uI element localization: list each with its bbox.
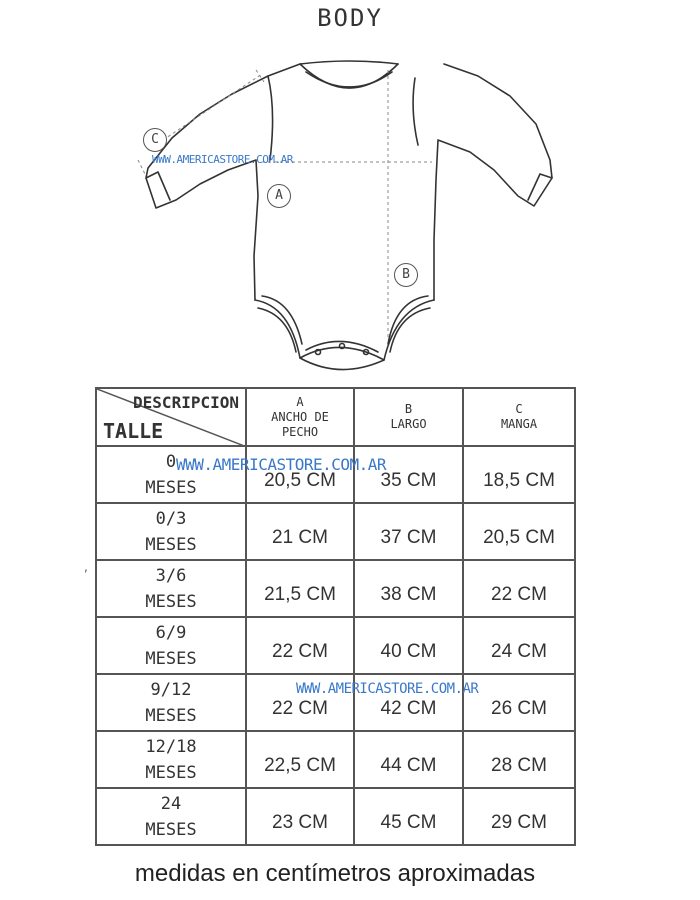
length-cell: 44 CM xyxy=(354,731,463,788)
size-cell xyxy=(96,560,246,617)
length-cell: 38 CM xyxy=(354,560,463,617)
size-value: 9/12 xyxy=(150,679,192,700)
callout-b-marker: B xyxy=(394,263,418,287)
size-unit: MESES xyxy=(145,591,197,612)
chest-width-cell: 22 CM xyxy=(246,617,354,674)
size-unit: MESES xyxy=(145,477,197,498)
size-unit: MESES xyxy=(145,534,197,555)
sleeve-cell: 22 CM xyxy=(463,560,575,617)
length-cell: 45 CM xyxy=(354,788,463,845)
table-corner-cell xyxy=(96,388,246,446)
sleeve-cell: 26 CM xyxy=(463,674,575,731)
sleeve-cell: 18,5 CM xyxy=(463,446,575,503)
page-title: BODY xyxy=(317,4,383,32)
column-header-a xyxy=(246,388,354,446)
size-value: 24 xyxy=(160,793,182,814)
size-cell xyxy=(96,731,246,788)
chest-width-cell: 20,5 CM xyxy=(246,446,354,503)
size-unit: MESES xyxy=(145,705,197,726)
size-unit: MESES xyxy=(145,819,197,840)
sleeve-cell: 29 CM xyxy=(463,788,575,845)
size-cell xyxy=(96,617,246,674)
table-row xyxy=(96,731,575,788)
column-name-line2: PECHO xyxy=(281,424,319,439)
sleeve-cell: 20,5 CM xyxy=(463,503,575,560)
size-value: 6/9 xyxy=(155,622,187,643)
length-cell: 40 CM xyxy=(354,617,463,674)
size-value: 0 xyxy=(165,451,177,472)
column-letter: B xyxy=(404,402,413,416)
corner-label-talle: TALLE xyxy=(103,419,164,443)
table-row xyxy=(96,617,575,674)
length-cell: 42 CM xyxy=(354,674,463,731)
column-letter: A xyxy=(296,394,304,409)
sleeve-cell: 28 CM xyxy=(463,731,575,788)
column-name: LARGO xyxy=(390,417,427,431)
size-cell xyxy=(96,503,246,560)
watermark-table-top: WWW.AMERICASTORE.COM.AR xyxy=(176,455,387,474)
column-letter: C xyxy=(515,402,523,416)
sleeve-cell: 24 CM xyxy=(463,617,575,674)
table-row xyxy=(96,788,575,845)
chest-width-cell: 21,5 CM xyxy=(246,560,354,617)
chest-width-cell: 22 CM xyxy=(246,674,354,731)
size-cell xyxy=(96,788,246,845)
size-value: 0/3 xyxy=(155,508,187,529)
stray-mark: , xyxy=(84,560,88,574)
column-header-b xyxy=(354,388,463,446)
column-name: MANGA xyxy=(500,417,538,431)
size-unit: MESES xyxy=(145,648,197,669)
watermark-table-middle: WWW.AMERICASTORE.COM.AR xyxy=(296,681,479,697)
table-row xyxy=(96,560,575,617)
size-unit: MESES xyxy=(145,762,197,783)
length-cell: 37 CM xyxy=(354,503,463,560)
size-cell xyxy=(96,674,246,731)
chest-width-cell: 22,5 CM xyxy=(246,731,354,788)
measurement-footnote: medidas en centímetros aproximadas xyxy=(134,860,536,887)
corner-label-descripcion: DESCRIPCION xyxy=(133,393,239,412)
column-name: ANCHO DE xyxy=(271,409,329,424)
bodysuit-illustration xyxy=(0,0,700,385)
callout-c-marker: C xyxy=(143,128,167,152)
table-row xyxy=(96,503,575,560)
callout-a-marker: A xyxy=(267,184,291,208)
watermark: WWW.AMERICASTORE.COM.AR xyxy=(152,153,293,166)
column-header-c xyxy=(463,388,575,446)
length-cell: 35 CM xyxy=(354,446,463,503)
table-header-row xyxy=(96,388,575,446)
size-value: 3/6 xyxy=(155,565,187,586)
size-value: 12/18 xyxy=(145,736,197,757)
garment-diagram xyxy=(0,0,700,385)
chest-width-cell: 21 CM xyxy=(246,503,354,560)
chest-width-cell: 23 CM xyxy=(246,788,354,845)
